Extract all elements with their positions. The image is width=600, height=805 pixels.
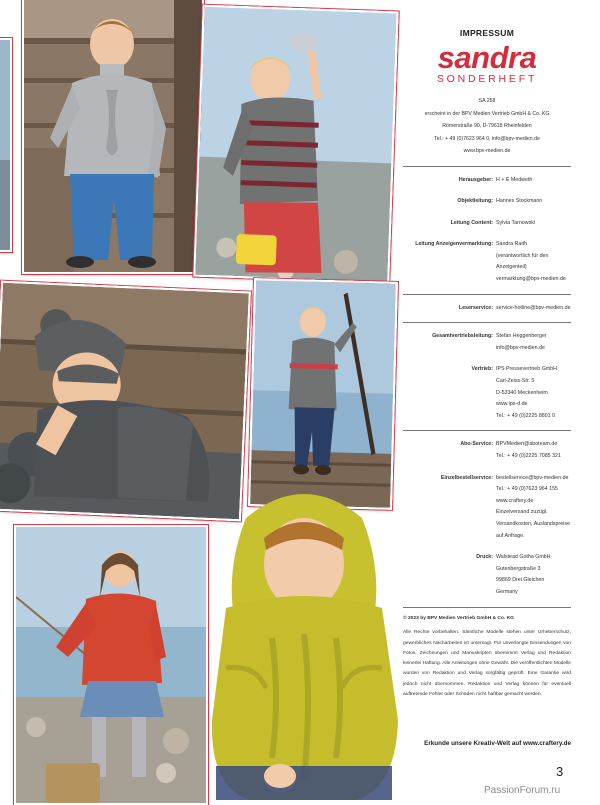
credit-value-line: Germany: [496, 588, 518, 595]
credit-value-line: Hannes Stockmann: [496, 198, 543, 205]
publisher-line: erscheint in der BPV Medien Vertrieb GmbH & Co. KG: [424, 110, 550, 117]
issue-number: SA 258: [478, 98, 496, 104]
credit-value: [496, 196, 571, 208]
credit-value-line: auf Anfrage.: [496, 532, 525, 539]
credit-value-line: Stefan Heggenberger: [496, 333, 547, 340]
craftery-promo: Erkunde unsere Kreativ-Welt auf www.craftery.de: [424, 740, 571, 747]
credit-value-line: (verantwortlich für den: [496, 252, 549, 259]
publisher-info: [403, 95, 571, 158]
credit-value: [496, 175, 571, 187]
credit-value: [496, 552, 571, 598]
credit-value: [496, 331, 571, 354]
credit-value-line: H + E Medweth: [496, 176, 533, 183]
credit-value-line: Tel.: + 49 (0)7623 964 155: [496, 486, 558, 493]
credit-value: [496, 303, 571, 315]
credit-label: Leitung Anzeigenvermarktung:: [415, 241, 493, 248]
credit-value: [496, 439, 571, 462]
copyright-text: Alle Rechte vorbehalten. Sämtliche Modelle stehen unter Urheberschutz, gewerbliches Nacharbeiten ist untersagt. Für unverlangte Einsendungen von Fotos, Zeichnungen und Manuskripten übernimmt Verlag und Redaktion keinerlei Haftung. Alle Anleitungen ohne Gewähr. Die veröffentlichten Modelle wurden von Redaktion und Verlag sorgfältig geprüft. Eine Garantie wird jedoch nicht übernommen. Redaktion und Verlag können für eventuell auftretende Fehler oder Schäden nicht haftbar gemacht werden.: [403, 630, 571, 698]
credit-value-line: Anzeigenteil): [496, 264, 527, 271]
page-number: 3: [556, 764, 564, 779]
credit-label: Vertrieb:: [471, 366, 493, 373]
photo-boy-grey-sweater: [22, 0, 204, 274]
section-divider: [403, 322, 571, 323]
publisher-address: Römerstraße 90, D-79618 Rheinfelden: [442, 123, 532, 129]
credit-value-line: Versandkosten, Auslandspreise: [496, 520, 570, 527]
credit-value: [496, 239, 571, 285]
publisher-contact: Tel.: + 49 (0)7623 964 0, info@bpv-medien.de: [434, 135, 540, 142]
credit-value-line: Carl-Zeiss-Str. 5: [496, 378, 535, 385]
credit-row: [403, 439, 571, 462]
photo-boy-knit-hat: [0, 281, 251, 522]
photo-girl-red-sweater: [14, 525, 208, 805]
credit-label: Druck:: [476, 554, 493, 561]
credit-value-line: Sylvia Tarnowski: [496, 219, 536, 226]
credit-row: [403, 175, 571, 187]
credit-value-line: Einzelversand zuzügl.: [496, 509, 548, 516]
impressum-block: [403, 28, 571, 616]
credit-label: Objektleitung:: [457, 198, 493, 205]
credit-label: Abo-Service:: [460, 441, 493, 448]
credit-label: Einzelbestellservice:: [440, 474, 493, 481]
logo-word: sandra: [437, 40, 537, 75]
credit-value-line: D-53340 Meckenheim: [496, 389, 548, 396]
credit-label: Gesamtvertriebsleitung:: [432, 333, 493, 340]
logo-subtitle: SONDERHEFT: [436, 73, 538, 85]
credit-label: Herausgeber:: [458, 176, 493, 183]
credit-value-line: BPVMedien@aboteam.de: [496, 441, 558, 448]
credit-value: [496, 473, 571, 543]
publisher-website: www.bpv-medien.de: [463, 148, 511, 154]
credit-row: [403, 331, 571, 354]
credit-value: [496, 218, 571, 230]
credit-value-line: 99869 Drei Gleichen: [496, 577, 545, 584]
credit-value-line: Sandra Raith: [496, 241, 527, 248]
credit-value-line: Tel.: + 49 (0)2225 8801 0: [496, 412, 556, 419]
credit-label: Leitung Content:: [450, 219, 493, 226]
credit-value-line: bestellservice@bpv-medien.de: [496, 474, 569, 481]
credit-value-line: www.craftery.de: [496, 497, 534, 504]
credit-value-line: Tel.: + 49 (0)2225 7085 321: [496, 453, 561, 459]
photo-girl-yellow-hoodie: [206, 488, 402, 800]
section-divider: [403, 607, 571, 608]
credit-row: [403, 552, 571, 598]
copyright-heading: © 2023 by BPV Medien Vertrieb GmbH & Co. KG: [403, 616, 514, 621]
credit-row: [403, 218, 571, 230]
section-divider: [403, 166, 571, 167]
credit-value-line: Walstead Gotha GmbH: [496, 554, 551, 561]
credit-value-line: Gutenbergstraße 3: [496, 565, 541, 572]
photo-edge-left: [0, 38, 12, 252]
section-divider: [403, 294, 571, 295]
credit-value: [496, 364, 571, 422]
copyright-block: [403, 614, 571, 700]
credit-row: [403, 239, 571, 285]
watermark-text: PassionForum.ru: [484, 785, 561, 796]
credit-row: [403, 196, 571, 208]
credit-row: [403, 364, 571, 422]
sandra-logo: [403, 40, 571, 85]
credit-value-line: service-hotline@bpv-medien.de: [496, 304, 571, 311]
credit-value-line: IPS Pressevertrieb GmbH: [496, 366, 557, 373]
credit-value-line: www.ips-d.de: [496, 401, 528, 408]
credit-value-line: vermarktung@bpv-medien.de: [496, 276, 566, 283]
impressum-title: IMPRESSUM: [459, 28, 515, 38]
credit-row: [403, 473, 571, 543]
credit-row: [403, 303, 571, 315]
photo-girl-at-pier: [248, 278, 398, 510]
credit-label: Leserservice:: [458, 304, 493, 311]
credit-value-line: info@bpv-medien.de: [496, 344, 545, 351]
section-divider: [403, 430, 571, 431]
credits-list: [403, 166, 571, 608]
photo-girl-striped-sweater: [193, 5, 398, 284]
